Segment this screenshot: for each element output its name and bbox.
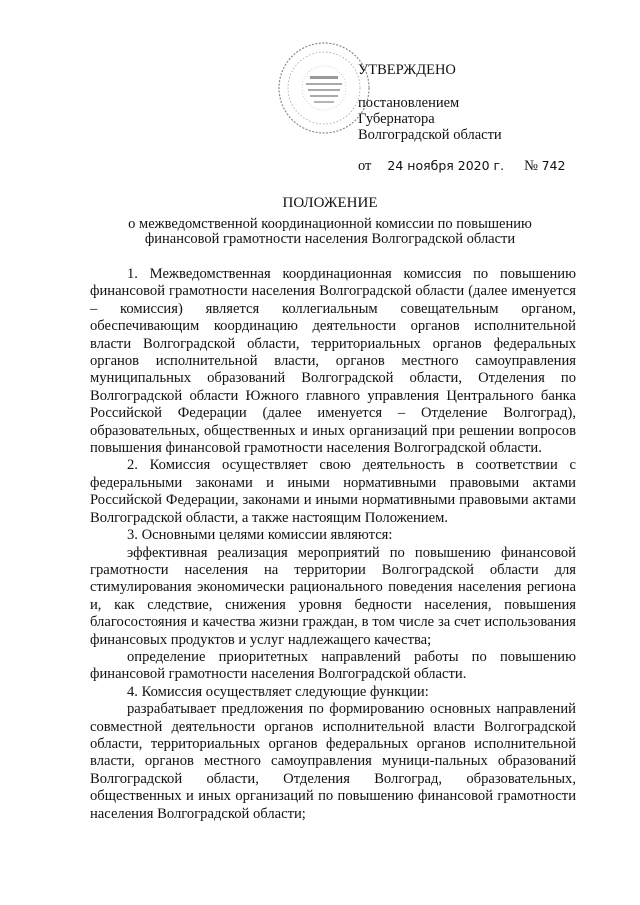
paragraph-4: эффективная реализация мероприятий по повышению финансовой грамотности населения на территории Волгоградской области для стимулирования экономически рационального поведения населения региона и, как следствие, снижения уровня бедности населения, повышения благосостояния и качества жизни граждан, в том числе за счет использования финансовых продуктов и услуг надлежащего качества;	[90, 544, 576, 648]
paragraph-5: определение приоритетных направлений работы по повышению финансовой грамотности населения Волгоградской области.	[90, 648, 576, 683]
approval-line-2: Губернатора	[358, 111, 435, 127]
approval-line-1: постановлением	[358, 95, 460, 111]
document-subtitle	[60, 217, 600, 247]
paragraph-6: 4. Комиссия осуществляет следующие функции:	[127, 683, 429, 700]
date-label: от	[358, 158, 372, 174]
paragraph-3: 3. Основными целями комиссии являются:	[127, 527, 393, 544]
paragraph-2: 2. Комиссия осуществляет свою деятельность в соответствии с федеральными законами и иными нормативными правовыми актами Российской Федерации, законами и иными нормативными правовыми актами Волгоградской области, а также настоящим Положением.	[90, 457, 576, 526]
approval-line-3: Волгоградской области	[358, 127, 502, 143]
subtitle-line-2: финансовой грамотности населения Волгоградской области	[144, 231, 516, 247]
date-value: 24 ноября 2020 г.	[387, 158, 505, 173]
paragraph-7: разрабатывает предложения по формированию основных направлений совместной деятельности органов исполнительной власти Волгоградской области, территориальных органов федеральных органов исполнительной власти, органов местного самоуправления муници-пальных образований Волгоградской области, Отделения Волгоград, образовательных, общественных и иных организаций по повышению финансовой грамотности населения Волгоградской области;	[90, 701, 576, 822]
approval-date-line	[358, 158, 618, 174]
approval-title: УТВЕРЖДЕНО	[358, 62, 456, 78]
number-value: 742	[541, 158, 566, 173]
document-title: ПОЛОЖЕНИЕ	[282, 195, 378, 211]
document-body	[90, 266, 576, 823]
approval-block	[358, 62, 618, 174]
number-label: №	[524, 158, 538, 174]
subtitle-line-1: о межведомственной координационной комиссии по повышению	[128, 216, 532, 232]
paragraph-1: 1. Межведомственная координационная комиссия по повышению финансовой грамотности населения Волгоградской области (далее именуется – комиссия) является коллегиальным совещательным органом, обеспечивающим координацию деятельности органов исполнительной власти Волгоградской области, территориальных органов федеральных органов исполнительной власти, органов местного самоуправления муниципальных образований Волгоградской области, Отделения по Волгоградской области Южного главного управления Центрального банка Российской Федерации (далее именуется – Отделение Волгоград), образовательных, общественных и иных организаций при решении вопросов повышения финансовой грамотности населения Волгоградской области.	[90, 266, 576, 457]
